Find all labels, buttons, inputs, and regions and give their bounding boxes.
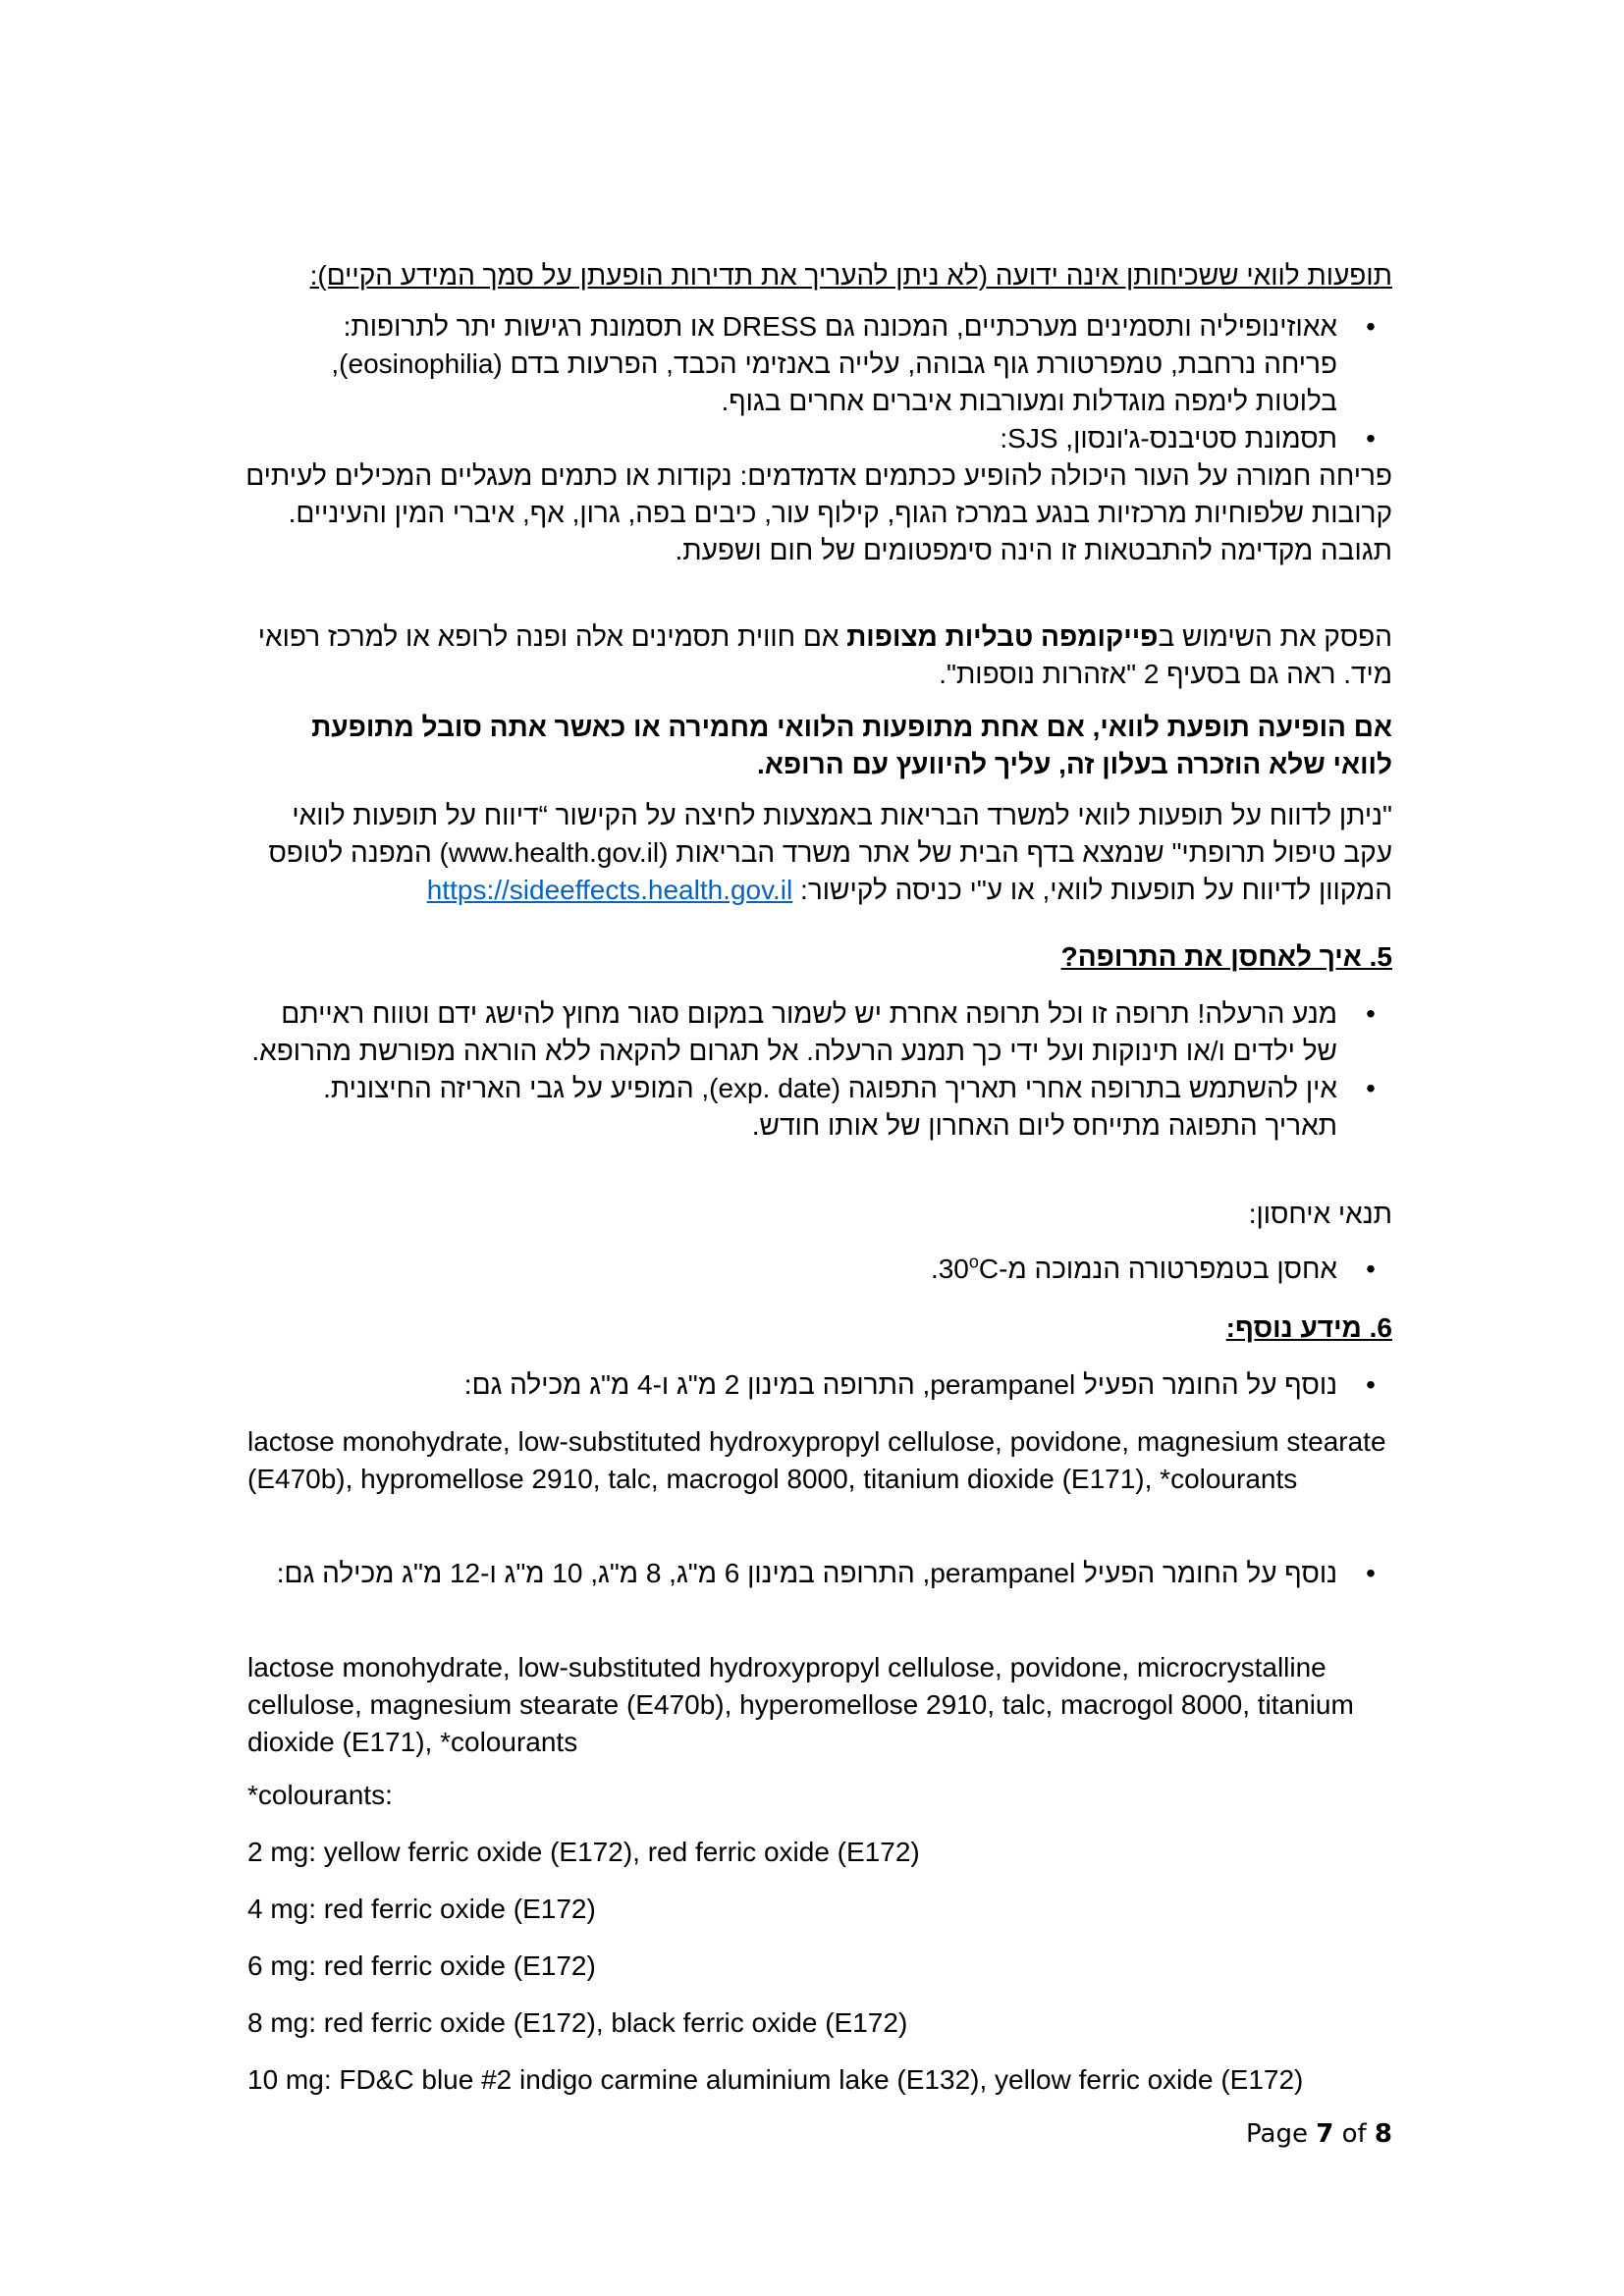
bullet-icon: • [1366,1558,1376,1588]
page-number: Page 7 of 8 [1246,2119,1392,2149]
colourants-label: *colourants: [247,1780,393,1810]
ingredients-2-4mg-text: נוסף על החומר הפעיל perampanel, התרופה במינון 2 מ"ג ו-4 מ"ג מכילה גם: [463,1369,1337,1400]
bullet-icon: • [1366,423,1376,454]
list-item-6-12mg [245,1555,1392,1592]
bullet-icon: • [1366,998,1376,1029]
excipients-2-4mg: lactose monohydrate, low-substituted hydroxypropyl cellulose, povidone, magnesium stearate (E470b), hypromellose 2910, talc, macrogol 8000, titanium dioxide (E171), *colourants [247,1426,1386,1494]
list-item-temperature [245,1251,1392,1288]
report-paragraph [245,797,1392,909]
bullet-icon: • [1366,311,1376,342]
storage-conditions-label: תנאי איחסון: [1248,1199,1392,1229]
sjs-title: תסמונת סטיבנס-ג'ונסון, SJS: [1000,423,1337,454]
report-text: "ניתן לדווח על תופעות לוואי למשרד הבריאות באמצעות לחיצה על הקישור “דיווח על תופעות לוואי עקב טיפול תרופתי" שנמצא בדף הבית של אתר משרד הבריאות (www.health.gov.il) המפנה לטופס המקוון לדיווח על תופעות לוואי, או ע"י כניסה לקישור: [268,800,1392,905]
stop-use-post: אם חווית תסמינים אלה ופנה לרופא או למרכז רפואי מיד. ראה גם בסעיף 2 "אזהרות נוספות". [257,621,1392,689]
colourant-6mg: 6 mg: red ferric oxide (E172) [247,1950,596,1981]
excipients-6-12mg: lactose monohydrate, low-substituted hydroxypropyl cellulose, povidone, microcrystalline cellulose, magnesium stearate (E470b), hyperomellose 2910, talc, macrogol 8000, titanium dioxide (E171), *colourants [247,1652,1354,1757]
product-name: פייקומפה טבליות מצופות [846,621,1159,652]
list-item-dress [245,308,1392,420]
list-item-poison-prevention [245,995,1392,1070]
colourant-4mg: 4 mg: red ferric oxide (E172) [247,1894,596,1924]
section-6-heading: 6. מידע נוסף: [1225,1312,1392,1343]
temperature-text: אחסן בטמפרטורה הנמוכה מ-30$^o$C. [930,1252,1337,1284]
colourant-10mg: 10 mg: FD&C blue #2 indigo carmine aluminium lake (E132), yellow ferric oxide (E172) [247,2064,1304,2095]
colourant-2mg: 2 mg: yellow ferric oxide (E172), red ferric oxide (E172) [247,1837,920,1867]
stop-use-pre: הפסק את השימוש ב [1158,621,1392,652]
dress-description: פריחה נרחבת, טמפרטורת גוף גבוהה, עלייה באנזימי הכבד, הפרעות בדם (eosinophilia), בלוטות לימפה מוגדלות ומעורבות איברים אחרים בגוף. [331,348,1337,416]
stop-use-paragraph [245,618,1392,693]
storage-conditions-list [245,1251,1392,1288]
list-item-expiry [245,1070,1392,1145]
sideeffects-link[interactable]: https://sideeffects.health.gov.il [426,875,793,905]
ingredients-2-4mg-list [245,1366,1392,1404]
ingredients-6-12mg-list [245,1555,1392,1592]
unknown-effects-list [245,308,1392,457]
list-item-2-4mg [245,1366,1392,1404]
colourant-8mg: 8 mg: red ferric oxide (E172), black ferric oxide (E172) [247,2007,908,2038]
consult-doctor-warning: אם הופיעה תופעת לוואי, אם אחת מתופעות הלוואי מחמירה או כאשר אתה סובל מתופעת לוואי שלא הוזכרה בעלון זה, עליך להיוועץ עם הרופא. [311,712,1392,779]
expiry-text: אין להשתמש בתרופה אחרי תאריך התפוגה (exp. date), המופיע על גבי האריזה החיצונית. תאריך התפוגה מתייחס ליום האחרון של אותו חודש. [323,1073,1337,1141]
ingredients-6-12mg-text: נוסף על החומר הפעיל perampanel, התרופה במינון 6 מ"ג, 8 מ"ג, 10 מ"ג ו-12 מ"ג מכילה גם: [276,1558,1337,1588]
storage-warnings-list [245,995,1392,1145]
poison-prevention-text: מנע הרעלה! תרופה זו וכל תרופה אחרת יש לשמור במקום סגור מחוץ להישג ידם וטווח ראייתם של ילדים ו/או תינוקות ועל ידי כך תמנע הרעלה. אל תגרום להקאה ללא הוראה מפורשת מהרופא. [251,998,1337,1066]
bullet-icon: • [1366,1073,1376,1103]
bullet-icon: • [1366,1369,1376,1400]
sjs-description: פריחה חמורה על העור היכולה להופיע ככתמים אדמדמים: נקודות או כתמים מעגליים המכילים לעיתים קרובות שלפוחיות מרכזיות בנגע במרכז הגוף, קילוף עור, כיבים בפה, גרון, אף, איברי המין והעיניים. תגובה מקדימה להתבטאות זו הינה סימפטומים של חום ושפעת. [245,460,1392,565]
dress-title: אאוזינופיליה ותסמינים מערכתיים, המכונה גם DRESS או תסמונת רגישות יתר לתרופות: [343,311,1337,342]
unknown-frequency-heading: תופעות לוואי ששכיחותן אינה ידועה (לא ניתן להעריך את תדירות הופעתן על סמך המידע הקיים): [309,260,1392,291]
bullet-icon: • [1366,1254,1376,1284]
section-5-heading: 5. איך לאחסן את התרופה? [1060,941,1392,972]
list-item-sjs [245,420,1392,457]
